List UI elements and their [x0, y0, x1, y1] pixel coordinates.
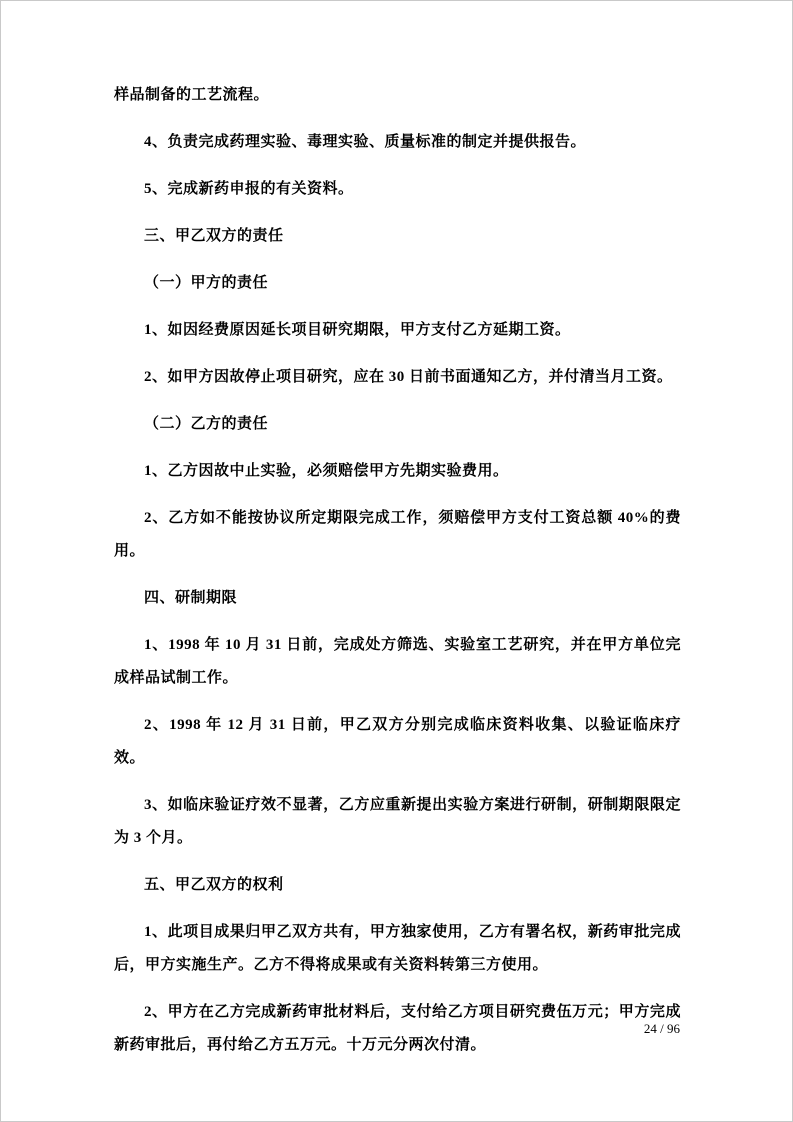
section-heading: （一）甲方的责任: [144, 275, 269, 291]
paragraph: 2、甲方在乙方完成新药审批材料后，支付给乙方项目研究费伍万元；甲方完成新药审批后，再付给乙方五万元。十万元分两次付清。: [114, 1004, 681, 1053]
paragraph: 2、乙方如不能按协议所定期限完成工作，须赔偿甲方支付工资总额 40%的费用。: [114, 510, 681, 559]
paragraph: 2、如甲方因故停止项目研究，应在 30 日前书面通知乙方，并付清当月工资。: [144, 369, 673, 385]
paragraph: 1、乙方因故中止实验，必须赔偿甲方先期实验费用。: [144, 463, 509, 479]
paragraph: 2、1998 年 12 月 31 日前，甲乙双方分别完成临床资料收集、以验证临床疗效。: [114, 717, 681, 766]
section-heading: 四、研制期限: [144, 590, 238, 606]
page-number: 24 / 96: [643, 1021, 680, 1036]
section-heading: 五、甲乙双方的权利: [144, 877, 284, 893]
paragraph: 4、负责完成药理实验、毒理实验、质量标准的制定并提供报告。: [144, 134, 587, 150]
paragraph: 1、如因经费原因延长项目研究期限，甲方支付乙方延期工资。: [144, 322, 571, 338]
section-heading: 三、甲乙双方的责任: [144, 228, 284, 244]
document-body: [114, 79, 681, 1076]
paragraph: 3、如临床验证疗效不显著，乙方应重新提出实验方案进行研制，研制期限限定为 3 个月。: [114, 797, 681, 846]
paragraph: 1、此项目成果归甲乙双方共有，甲方独家使用，乙方有署名权，新药审批完成后，甲方实施生产。乙方不得将成果或有关资料转第三方使用。: [114, 924, 681, 973]
paragraph: 1、1998 年 10 月 31 日前，完成处方筛选、实验室工艺研究，并在甲方单位完成样品试制工作。: [114, 637, 681, 686]
paragraph: 5、完成新药申报的有关资料。: [144, 181, 354, 197]
paragraph: 样品制备的工艺流程。: [114, 87, 270, 103]
section-heading: （二）乙方的责任: [144, 416, 269, 432]
